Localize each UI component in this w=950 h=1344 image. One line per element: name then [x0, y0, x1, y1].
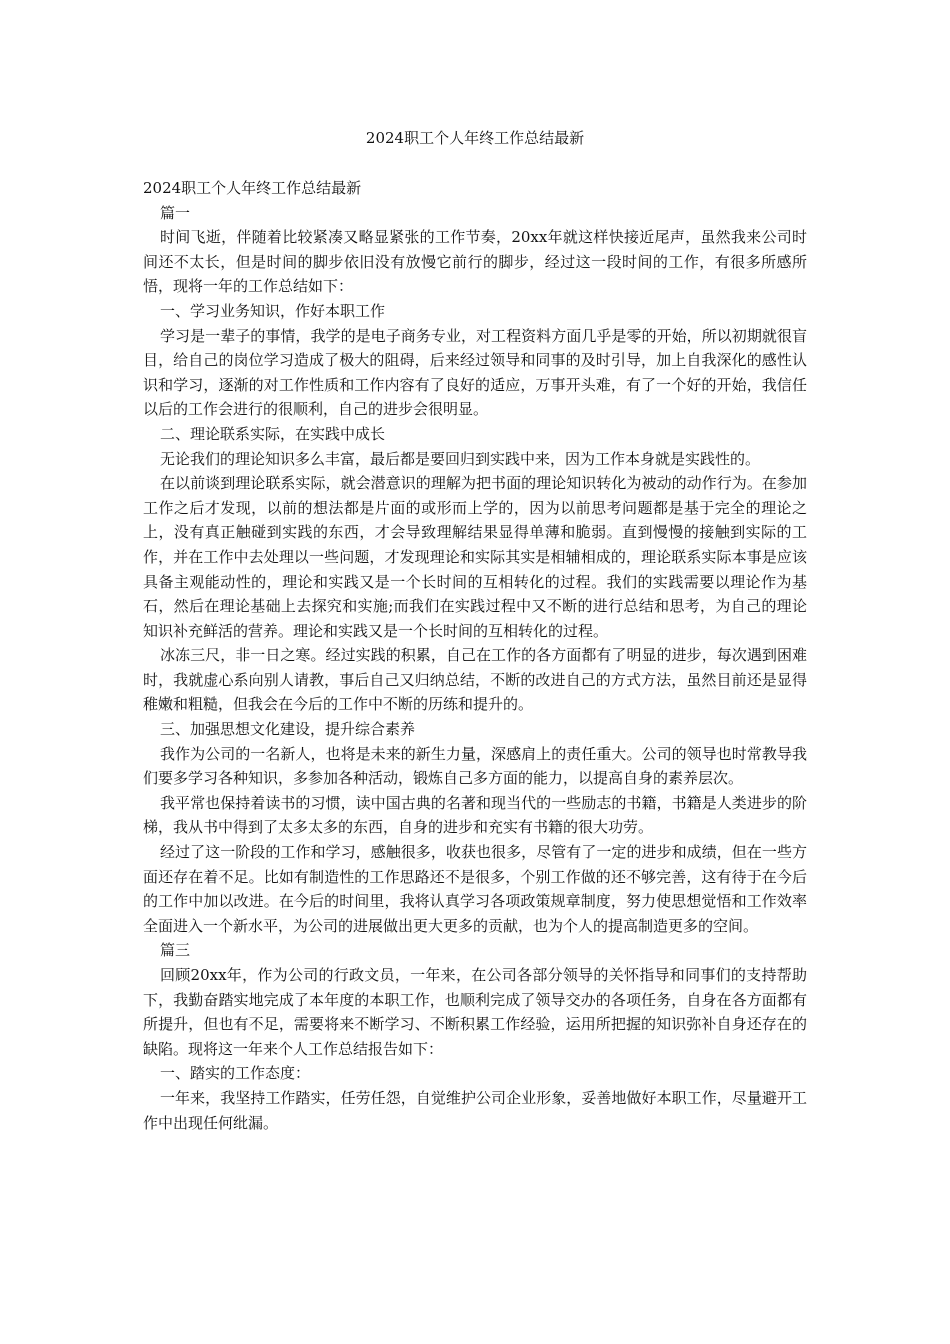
paragraph: 经过了这一阶段的工作和学习，感触很多，收获也很多，尽管有了一定的进步和成绩，但在一些方面还存在着不足。比如有制造性的工作思路还不是很多，个别工作做的还不够完善，这有待于在今后的工作中加以改进。在今后的时间里，我将认真学习各项政策规章制度，努力使思想觉悟和工作效率全面进入一个新水平，为公司的进展做出更大更多的贡献，也为个人的提高制造更多的空间。: [143, 843, 807, 935]
paragraph: 无论我们的理论知识多么丰富，最后都是要回归到实践中来，因为工作本身就是实践性的。: [160, 449, 761, 468]
paragraph: 三、加强思想文化建设，提升综合素养: [160, 720, 416, 739]
paragraph: 2024职工个人年终工作总结最新: [143, 179, 362, 197]
document-body: [143, 176, 807, 1135]
paragraph: 我平常也保持着读书的习惯，读中国古典的名著和现当代的一些励志的书籍，书籍是人类进步的阶梯，我从书中得到了太多太多的东西，自身的进步和充实有书籍的很大功劳。: [143, 793, 807, 837]
paragraph: 冰冻三尺，非一日之寒。经过实践的积累，自己在工作的各方面都有了明显的进步，每次遇到困难时，我就虚心系向别人请教，事后自己又归纳总结，不断的改进自己的方式方法，虽然目前还是显得稚嫩和粗糙，但我会在今后的工作中不断的历练和提升的。: [143, 646, 807, 714]
paragraph: 篇三: [160, 941, 191, 960]
paragraph: 在以前谈到理论联系实际，就会潜意识的理解为把书面的理论知识转化为被动的动作行为。在参加工作之后才发现，以前的想法都是片面的或形而上学的，因为以前思考问题都是基于完全的理论之上，没有真正触碰到实践的东西，才会导致理解结果显得单薄和脆弱。直到慢慢的接触到实际的工作，并在工作中去处理以一些问题，才发现理论和实际其实是相辅相成的，理论联系实际本事是应该具备主观能动性的，理论和实践又是一个长时间的互相转化的过程。我们的实践需要以理论作为基石，然后在理论基础上去探究和实施;而我们在实践过程中又不断的进行总结和思考，为自己的理论知识补充鲜活的营养。理论和实践又是一个长时间的互相转化的过程。: [143, 474, 807, 640]
paragraph: 一、踏实的工作态度：: [160, 1064, 311, 1083]
paragraph: 我作为公司的一名新人，也将是未来的新生力量，深感肩上的责任重大。公司的领导也时常教导我们要多学习各种知识，多参加各种活动，锻炼自己多方面的能力，以提高自身的素养层次。: [143, 744, 807, 788]
paragraph: 时间飞逝，伴随着比较紧凑又略显紧张的工作节奏，20xx年就这样快接近尾声，虽然我来公司时间还不太长，但是时间的脚步依旧没有放慢它前行的脚步，经过这一段时间的工作，有很多所感所悟，现将一年的工作总结如下：: [143, 228, 807, 296]
paragraph: 篇一: [160, 203, 191, 222]
paragraph: 学习是一辈子的事情，我学的是电子商务专业，对工程资料方面几乎是零的开始，所以初期就很盲目，给自己的岗位学习造成了极大的阻碍，后来经过领导和同事的及时引导，加上自我深化的感性认识和学习，逐渐的对工作性质和工作内容有了良好的适应，万事开头难，有了一个好的开始，我信任以后的工作会进行的很顺利，自己的进步会很明显。: [143, 326, 807, 419]
paragraph: 一、学习业务知识，作好本职工作: [160, 301, 386, 320]
paragraph: 回顾20xx年，作为公司的行政文员，一年来，在公司各部分领导的关怀指导和同事们的支持帮助下，我勤奋踏实地完成了本年度的本职工作，也顺利完成了领导交办的各项任务，自身在各方面都有所提升，但也有不足，需要将来不断学习、不断积累工作经验，运用所把握的知识弥补自身还存在的缺陷。现将这一年来个人工作总结报告如下：: [143, 966, 807, 1058]
document-title: 2024职工个人年终工作总结最新: [365, 129, 585, 147]
paragraph: 二、理论联系实际，在实践中成长: [160, 424, 386, 443]
paragraph: 一年来，我坚持工作踏实，任劳任怨，自觉维护公司企业形象，妥善地做好本职工作，尽量避开工作中出现任何纰漏。: [143, 1088, 807, 1132]
